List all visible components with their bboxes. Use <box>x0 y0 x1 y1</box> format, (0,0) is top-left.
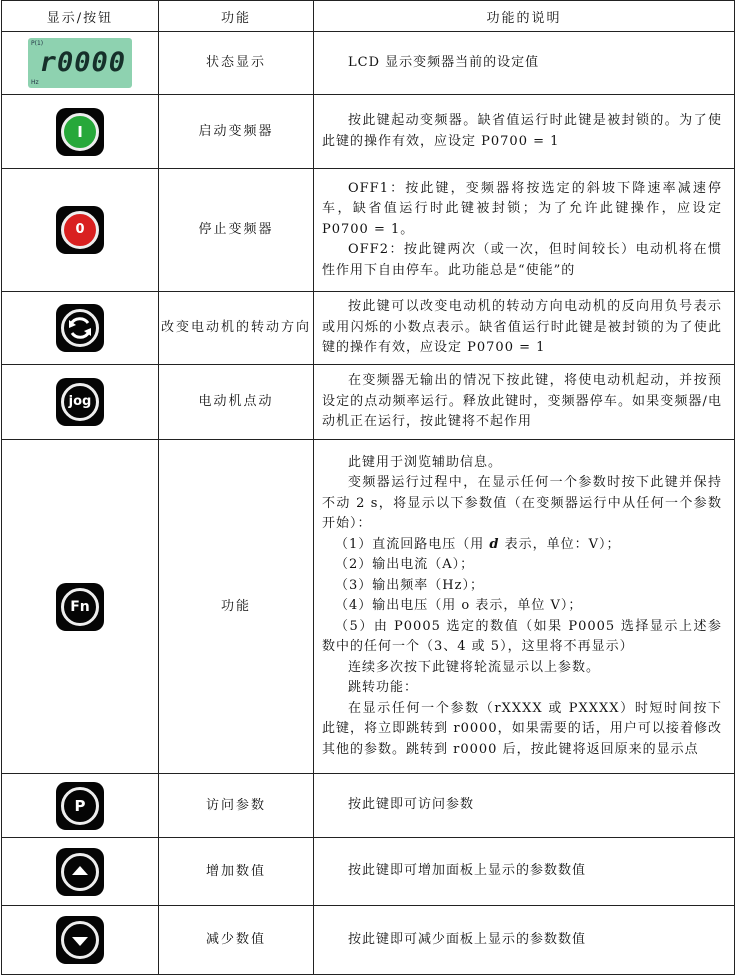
function-name: 减少数值 <box>159 906 314 975</box>
function-description <box>314 169 735 292</box>
reverse-arrows-icon <box>56 304 104 352</box>
function-description <box>314 838 735 906</box>
list-item: （5）由 P0005 选定的数值（如果 P0005 选择显示上述参数中的任何一个（3、4 或 5），这里将不再显示） <box>322 618 722 655</box>
function-description <box>314 774 735 838</box>
description-text: 跳转功能： <box>348 680 419 696</box>
function-name: 改变电动机的转动方向 <box>159 292 314 365</box>
lcd-cell <box>2 32 159 95</box>
table-row <box>2 838 735 906</box>
function-name: 停止变频器 <box>159 169 314 292</box>
description-text: 连续多次按下此键将轮流显示以上参数。 <box>348 659 601 675</box>
reverse-button-cell <box>2 292 159 365</box>
description-text: 此键用于浏览辅助信息。 <box>348 454 503 470</box>
lcd-value: r0000 <box>39 47 126 78</box>
list-item: （2）输出电流（A）； <box>335 557 475 573</box>
function-name: 电动机点动 <box>159 365 314 440</box>
parameter-button-label: P <box>74 796 86 815</box>
description-text: OFF2：按此键两次（或一次，但时间较长）电动机将在惯性作用下自由停车。此功能总是“使能”的 <box>322 242 722 278</box>
function-description <box>314 32 735 95</box>
function-description <box>314 95 735 169</box>
fn-button-label: Fn <box>70 598 90 615</box>
start-button-label: I <box>77 122 83 141</box>
description-text: 按此键即可减少面板上显示的参数数值 <box>348 931 587 947</box>
header-function: 功能 <box>159 1 314 32</box>
function-description <box>314 292 735 365</box>
description-text: 按此键起动变频器。缺省值运行时此键是被封锁的。为了使此键的操作有效，应设定 P0700 = 1 <box>322 113 722 149</box>
table-row <box>2 365 735 440</box>
jog-button[interactable] <box>56 378 104 426</box>
lcd-label-bottom: Hz <box>31 79 39 86</box>
description-text: OFF1：按此键，变频器将按选定的斜坡下降速率减速停车，缺省值运行时此键被封锁；为了允许此键操作，应设定 P0700 = 1。 <box>322 180 722 237</box>
list-item: （3）输出频率（Hz）； <box>335 577 484 593</box>
function-name: 功能 <box>159 440 314 774</box>
operator-panel-table <box>1 0 735 975</box>
function-name: 增加数值 <box>159 838 314 906</box>
function-name: 访问参数 <box>159 774 314 838</box>
table-row <box>2 440 735 774</box>
table-row <box>2 906 735 975</box>
start-button-cell <box>2 95 159 169</box>
reverse-button[interactable] <box>56 304 104 352</box>
stop-button[interactable] <box>56 206 104 254</box>
function-name: 启动变频器 <box>159 95 314 169</box>
function-description <box>314 365 735 440</box>
triangle-up-icon <box>56 848 104 896</box>
description-text: LCD 显示变频器当前的设定值 <box>348 54 540 70</box>
lcd-display <box>28 38 132 88</box>
description-text: 在变频器无输出的情况下按此键，将使电动机起动，并按预设定的点动频率运行。释放此键时，变频器停车。如果变频器/电动机正在运行，按此键将不起作用 <box>322 373 722 430</box>
table-row <box>2 95 735 169</box>
list-item: （1）直流回路电压（用 d 表示，单位：V）； <box>335 536 621 552</box>
down-button-cell <box>2 906 159 975</box>
list-item: （4）输出电压（用 o 表示，单位 V）； <box>335 598 583 614</box>
lcd-label-top: P(1) <box>31 40 44 47</box>
p-button-cell <box>2 774 159 838</box>
function-description <box>314 440 735 774</box>
parameter-button[interactable] <box>56 782 104 830</box>
fn-button-cell <box>2 440 159 774</box>
description-text: 按此键即可增加面板上显示的参数数值 <box>348 863 587 879</box>
header-description: 功能的说明 <box>314 1 735 32</box>
decrease-button[interactable] <box>56 916 104 964</box>
stop-button-label: 0 <box>75 222 85 237</box>
table-row <box>2 774 735 838</box>
function-name: 状态显示 <box>159 32 314 95</box>
up-button-cell <box>2 838 159 906</box>
jog-button-label: jog <box>68 394 92 409</box>
description-text: 在显示任何一个参数（rXXXX 或 PXXXX）时短时间按下此键，将立即跳转到 r0000，如果需要的话，用户可以接着修改其他的参数。跳转到 r0000 后，按此键将返回原来的显示点 <box>322 700 722 757</box>
start-button[interactable] <box>56 108 104 156</box>
triangle-down-icon <box>56 916 104 964</box>
table-row <box>2 32 735 95</box>
jog-button-cell <box>2 365 159 440</box>
table-row <box>2 292 735 365</box>
description-text: 变频器运行过程中，在显示任何一个参数时按下此键并保持不动 2 s，将显示以下参数值（在变频器运行中从任何一个参数开始）： <box>322 475 722 532</box>
table-row <box>2 169 735 292</box>
description-text: 按此键可以改变电动机的转动方向电动机的反向用负号表示或用闪烁的小数点表示。缺省值运行时此键是被封锁的为了使此键的操作有效，应设定 P0700 = 1 <box>322 299 722 356</box>
function-description <box>314 906 735 975</box>
table-header-row <box>2 1 735 32</box>
header-display-button: 显示/按钮 <box>2 1 159 32</box>
fn-button[interactable] <box>56 583 104 631</box>
description-text: 按此键即可访问参数 <box>348 797 475 813</box>
stop-button-cell <box>2 169 159 292</box>
increase-button[interactable] <box>56 848 104 896</box>
